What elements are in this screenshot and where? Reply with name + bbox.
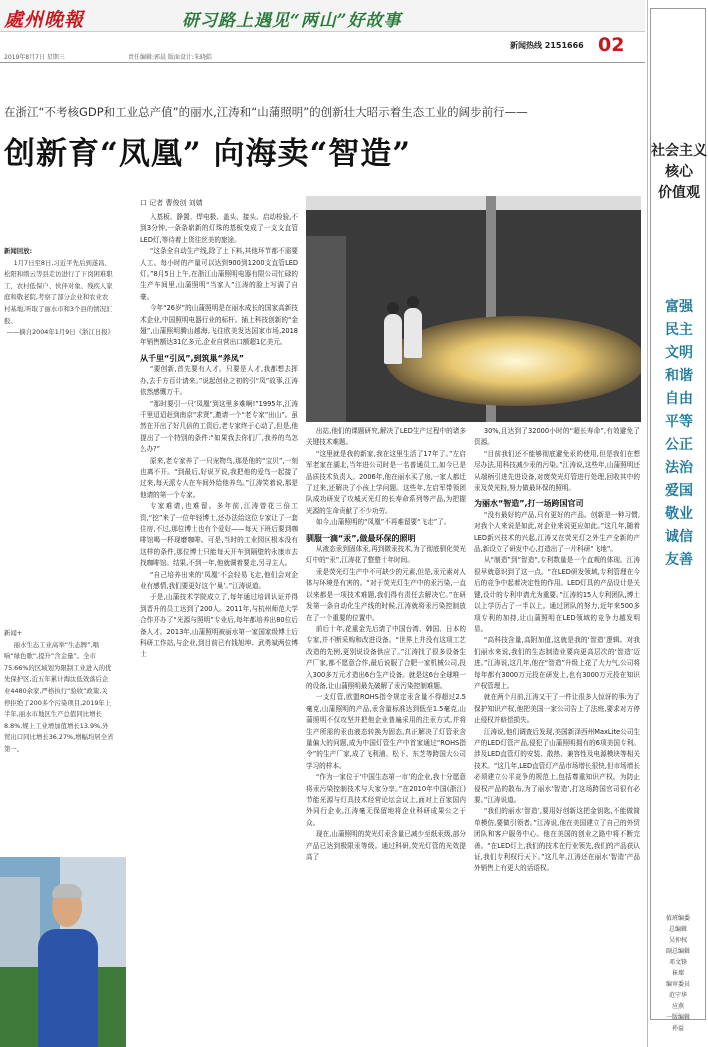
core-value: 敬业 xyxy=(665,506,693,522)
header-divider xyxy=(0,62,645,63)
paragraph: 从液态汞到固体汞,再到微汞技术,为了彻底驯化荧光灯中的“汞”,江涛花了整整十年时间。 xyxy=(306,545,466,565)
core-value: 公正 xyxy=(665,437,693,453)
values-title xyxy=(651,141,707,204)
section-subhead: 从千里“引凤”,到筑巢“养凤” xyxy=(140,353,245,363)
duty-editor-line: 孙益 xyxy=(671,1025,684,1032)
article-column-2 xyxy=(306,426,466,863)
news-plus-box xyxy=(4,628,114,756)
article-column-1 xyxy=(140,212,298,661)
core-value: 平等 xyxy=(665,414,693,430)
paragraph: “目前我们还不能够彻底避免汞的使用,但是我们在想尽办法,用科技减少汞的污染。”江涛说,这些年,山蒲照明还从端柄引进先进设备,对废荧光灯管进行处理,回收其中的汞及荧光粉,努力做最环保的照明。 xyxy=(474,449,640,493)
paragraph: 30%,且达到了32000小时的“超长寿命”,有效避免了资源。 xyxy=(474,427,640,447)
masthead xyxy=(0,0,645,32)
section-subhead: 驯服一滴“汞”,做最环保的照明 xyxy=(306,533,416,543)
paragraph: 今年“26岁”的山蒲照明是在丽水成长的国家高新技术企业,中国照明电器行业的标杆。插上科技创新的“金翅”,山蒲照明腾山越海,飞往欧美发达国家市场,2018年销售额达31亿多元,企业自营出口额超1亿美元。 xyxy=(140,304,298,347)
paragraph: “那时要引一只‘凤凰’到这里多难啊!”1995年,江涛千里迢迢赶到南京“求贤”,邀请一个“老专家”出山”。虽然在开出了好几倍的工资后,老专家终于心动了,但是,他提出了一个特别的条件:“如果我去你们厂,我养的鸟怎么办?” xyxy=(140,399,298,454)
core-value: 法治 xyxy=(665,460,693,476)
core-value: 自由 xyxy=(665,391,693,407)
paragraph: “自己培养出来的‘凤凰’不会轻易飞走,他们会对企业有感情,我们要更好这个‘巢’。”江涛说道。 xyxy=(140,570,298,590)
page-number: 02 xyxy=(598,34,625,56)
article-lead: 在浙江“不考核GDP和工业总产值”的丽水,江涛和“山蒲照明”的创新壮大昭示着生态工业的阔步前行—— xyxy=(4,105,528,119)
duty-editors xyxy=(650,913,706,1034)
slogan-banner: 研习路上遇见“两山”好故事 xyxy=(182,11,402,31)
duty-editor-line: 一版编辑 xyxy=(665,1014,690,1021)
paragraph: 前后十年,花重金先后请了中国台湾、韩国、日本的专家,并不断采购和改进设备。“世界上并没有这项工艺改造的先例,更别说设备供应了。”江涛找了很多设备生产厂家,都不愿意合作,最后说服了合肥一家机械公司,投入300多万元才造出6台生产设备。就是这6台全球唯一的设备,让山蒲照明最先破解了汞污染控制难题。 xyxy=(306,624,466,690)
paragraph: “这里就是我的新家,我在这里生活了17年了。”左启军老家在湖北,当年进公司时是一名普通员工,如今已是品质技术负责人。2006年,他在丽水买了房,一家人都迁了过来,还解决了小孩上学问题。这些年,左启军带领团队成功研发了攻城灭光灯的长寿命系列等产品,为把握光源的生命贡献了不少功劳。 xyxy=(306,449,466,515)
paragraph: 原来,老专家养了一只宠物鸟,那是他的“宝贝”,一刻也离不开。“到最后,好说歹说,我把他的爱鸟一起接了过来,每天派专人在车间外给他养鸟。”江涛笑着说,那是他请的第一个专家。 xyxy=(140,456,298,499)
duty-editor-line: 范宁华 xyxy=(668,992,687,999)
news-review-source: ——摘自2004年1月9日《浙江日报》 xyxy=(6,328,114,337)
paragraph: 如今,山蒲照明的“凤凰”不再难留要“飞走”了。 xyxy=(315,518,451,527)
paragraph: 从“制造”到“智造”,专利数量是一个直观的体现。江涛很早就意识到了这一点。“在LED研发领域,专利管理在今后的竞争中起着决定性的作用。LED灯具的产品设计是关键,设计的专利申请尤为重要。”江涛的15人专利团队,博士以上学历占了一半以上。通过团队的努力,近年来500多项专利的加持,让山蒲照明在LED领域的竞争力越发明显。 xyxy=(474,556,640,633)
right-rail xyxy=(647,0,708,1047)
core-value: 友善 xyxy=(665,552,693,568)
factory-photo xyxy=(306,196,641,422)
core-values-list xyxy=(651,299,707,575)
paragraph: 江涛说,他们调查后发现,美国新泽西州MaxLite公司生产的LED灯管产品,侵犯了山蒲照明拥有的6项美国专利。涉及LED直管灯的安装、散热、兼容性及电源模块等相关技术。“这几年,LED直管灯产品市场增长很快,但市场增长必须建立公平竞争的规范上,包括尊重知识产权。为防止侵权产品的散布,为了丽水‘智造’,打这场跨国官司很有必要。”江涛说道。 xyxy=(474,727,640,804)
news-review-label: 新闻回放: xyxy=(4,247,33,255)
duty-editor-line: 应燕 xyxy=(671,1003,684,1010)
core-value: 爱国 xyxy=(665,483,693,499)
duty-editor-line: 崔璨 xyxy=(671,970,684,977)
paragraph: 入基板、静置、焊电极、盖头、接头、启动检验,不到3分钟,一条条崭新的灯珠的基板变成了一支支直管LED灯,等待着上货往丝美的旅途。 xyxy=(140,213,298,244)
paragraph: “我们的丽水‘智造’,要用好创新这把金钥匙,不能做简单模仿,要做引领者。”江涛说,他在美国建立了自己的外贸团队和客户服务中心。他在美国的创业之路中将不断完善。“在LED灯上,我们的技术在行业领先,我们的产品获认证,我们专利权行天下。”这几年,江涛还在丽水‘智造’产品外销售上有更大的话语权。 xyxy=(474,807,640,873)
paragraph: 于是,山蒲技术学院成立了,每年通过培训认证并得到晋升的员工达到了200人。2011年,与杭州师范大学合作开办了“光源与照明”专业后,每年都培养出80位后备人才。2013年,山蒲照明被丽水第一家国家级博士后科研工作站,与企业,到目前已有钱旭坤、武勇斌两位博士 xyxy=(140,593,298,659)
paragraph: “这条全自动生产线,除了上下料,其他环节都不需要人工。每小时的产量可以达到900到1200支直管LED灯。”8月5日上午,在浙江山蒲照明电器有限公司忙碌的生产车间里,山蒲照明“当家人”江涛的脸上写满了自豪。 xyxy=(140,247,298,301)
newspaper-logo: 處州晚報 xyxy=(4,9,85,31)
portrait-photo xyxy=(0,857,126,1047)
article-column-3 xyxy=(474,426,640,875)
paragraph: “要创新,首先要有人才。只要是人才,我都想去挥办,去千方百计请来。”说起创业之初的引“凤”故事,江涛依然感慨万千。 xyxy=(140,365,298,397)
editor-credits: 责任编辑:郭晨 版面设计:朱晓皓 xyxy=(128,54,212,61)
paragraph: 出站,他们的课题研究,解决了LED生产过程中的诸多关键技术难题。 xyxy=(306,427,466,447)
paragraph: 汞是荧光灯生产中不可缺少的元素,但是,汞元素对人体与环境是有害的。“对于荧光灯生产中的汞污染,一直以来都是一项技术难题,我们得有责任去解决它。”在研发第一条自动化生产线的时候,江涛就将汞污染控制放在了一个重要的位置中。 xyxy=(306,567,466,622)
values-title-line: 价值观 xyxy=(658,185,700,201)
news-plus-text: 丽水生态工业高举“生态牌”,唱响“绿色歌”,提升“含金量”。全市75.66%的区域划为限制工业进入的优先保护区,近五年累计淘汰低效落后企业4480余家,严格执行“验收”政策,关停拒绝了200多个污染项目,2019年上半年,丽水市地区生产总值同比增长8.8%,规上工业增加值增长13.9%,外贸出口同比增长36.27%,增幅均居全省第一。 xyxy=(4,640,114,753)
article-headline: 创新育“凤凰” 向海卖“智造” xyxy=(4,136,412,172)
paragraph: 现在,山蒲照明的荧光灯汞含量已减少至纸汞级,部分产品已达到极限汞等级。通过科研,荧光灯管的光效提高了 xyxy=(306,830,466,862)
paragraph: 专家难请,也难留。多年前,江涛曾花三倍工资,“挖”来了一位年轻博士,还办法给这位专家让了一套住房,不过,那位博士也有个爱好——每天下班后要到咖啡馆喝一杯现磨咖啡。可是,当时的工业园区根本没有这样的条件,那位博士只能每天开车到隔壁的永康市去找咖啡馆。结果,不到一年,他就调着要走,另寻主人。 xyxy=(140,502,298,568)
paragraph: “高科技含量,高附加值,这就是我的‘智造’逻辑。对我们丽水来说,我们的生态制造业要向更高层次的‘智造’迈进。”江涛说,这几年,他在“智造”升级上花了大力气,公司将每年都有3000万元投在研发上,也有3000万元投在知识产权管理上。 xyxy=(474,636,640,690)
byline: 口 记者 曹俊创 刘婧 xyxy=(140,199,203,207)
duty-editor-line: 值班编委 xyxy=(665,915,690,922)
values-title-line: 社会主义 xyxy=(651,143,707,159)
duty-editor-line: 邓文锋 xyxy=(668,959,687,966)
paragraph: “没有最好的产品,只有更好的产品。创新是一种习惯,对我个人来说是如此,对企业来说更应如此。”这几年,随着LED新兴技术的兴起,江涛又在荧光灯之外生产全新的产品,新设立了研发中心,打造出了一片科研“飞地”。 xyxy=(474,510,640,554)
news-review-text: 1月7日至8日,习近平先后到遂昌、松阳和缙云等县走访进行了下岗困难职工、农村低保户、伙伴对象、残疾人家庭和敬老院,考察了部分企业和农业农村基地,听取了丽水市和3个县的情况汇报。 xyxy=(4,258,113,325)
news-plus-label: 新闻+ xyxy=(4,629,23,637)
duty-editor-line: 总编辑 xyxy=(668,926,687,933)
news-hotline: 新闻热线 2151666 xyxy=(510,41,584,50)
paragraph: 就在两个月前,江涛又干了一件让很多人惊讶的事:为了保护知识产权,他把美国一家公司告上了法庭,要求对方停止侵权并赔偿损失。 xyxy=(474,693,640,725)
duty-editor-line: 吴仲权 xyxy=(668,937,687,944)
duty-editor-line: 编审委员 xyxy=(665,981,690,988)
values-title-line: 核心 xyxy=(665,164,693,180)
core-value: 富强 xyxy=(665,299,693,315)
paragraph: “作为一家位于‘中国生态第一市’的企业,我十分愿意将汞污染控制技术与大家分享。”在2010年中国(浙江)节能光源与灯具技术经营论坛会议上,面对上百家国内外同行企业,江涛毫无保留地将企业科研成果公之于众。 xyxy=(306,773,466,827)
issue-date: 2019年8月7日 星期三 xyxy=(4,54,65,61)
paragraph: 一支灯管,欧盟ROHS指令规定汞含量不得超过2.5毫克,山蒲照明的产品,汞含量标准达到低至1.5毫克,山蒲照明不仅攻坚并把他企业普遍采用的注汞方式,并将生产所需的汞由液态转换为固态,真正解决了灯管汞含量偏大的问题,成为中国灯管生产中首家通过“ROHS指令”的生产厂家,成了飞利浦、松下、东芝等跨国大公司学习的样本。 xyxy=(306,693,466,770)
core-value: 诚信 xyxy=(665,529,693,545)
core-value: 民主 xyxy=(665,322,693,338)
values-box xyxy=(650,8,706,1020)
news-review-box xyxy=(4,246,114,339)
core-value: 和谐 xyxy=(665,368,693,384)
section-subhead: 为丽水“智造”,打一场跨国官司 xyxy=(474,499,584,509)
duty-editor-line: 副总编辑 xyxy=(665,948,690,955)
core-value: 文明 xyxy=(665,345,693,361)
